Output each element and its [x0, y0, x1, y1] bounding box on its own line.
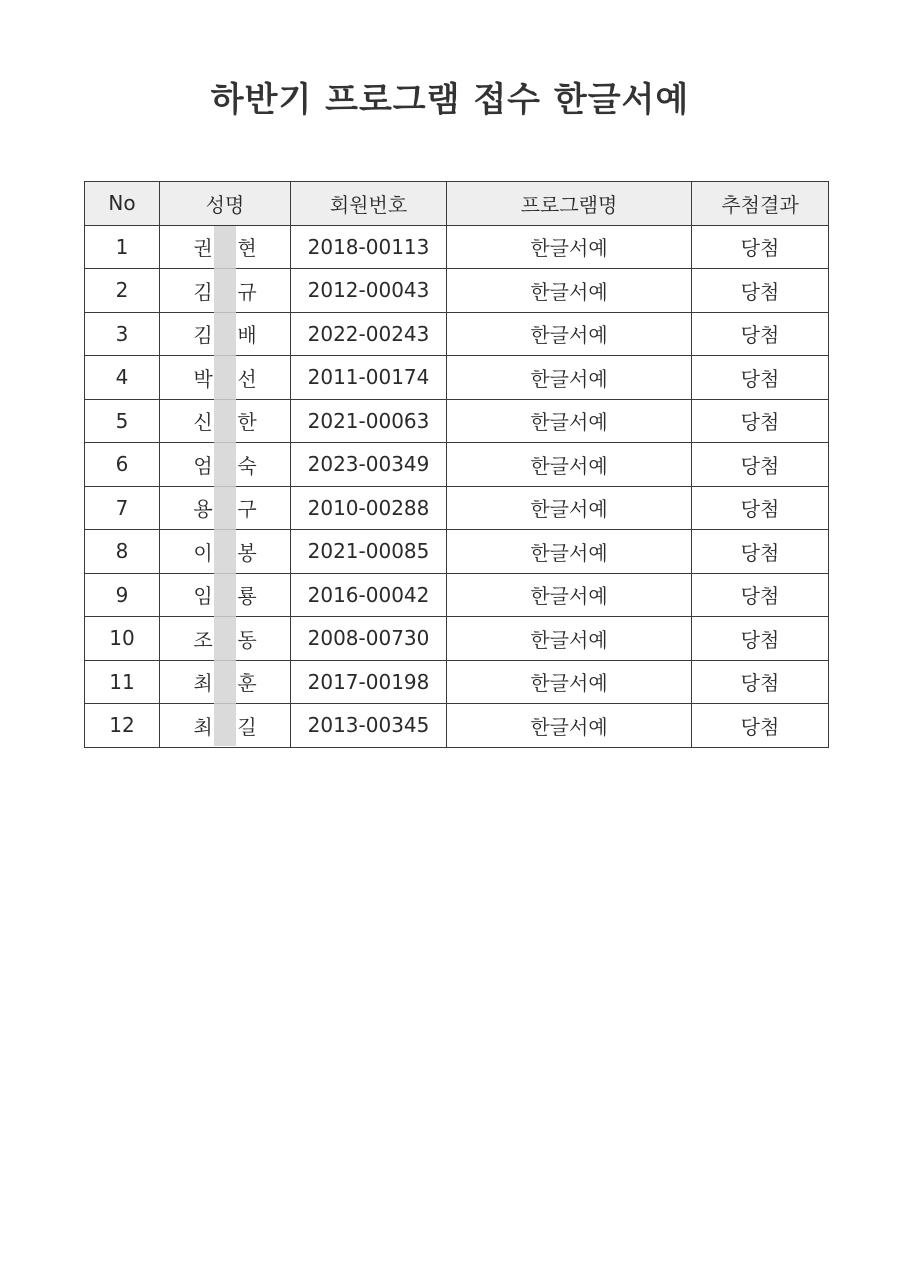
name-first-char: 임: [193, 584, 213, 609]
name-last-char: 현: [237, 236, 257, 261]
table-row: [85, 225, 829, 269]
name-first-char: 김: [193, 323, 213, 348]
header-result: 추첨결과: [692, 182, 829, 226]
table-row: [85, 312, 829, 356]
name-last-char: 한: [237, 410, 257, 435]
cell-member-no: 2016-00042: [291, 573, 447, 617]
page-title: 하반기 프로그램 접수 한글서예: [210, 80, 690, 120]
name-first-char: 신: [193, 410, 213, 435]
cell-member-no: 2023-00349: [291, 443, 447, 487]
cell-program: 한글서예: [447, 704, 692, 748]
name-redaction-bar: [214, 226, 236, 746]
table-header-row: [85, 182, 829, 226]
cell-result: 당첨: [692, 225, 829, 269]
lottery-result-table: [84, 181, 829, 748]
cell-member-no: 2021-00085: [291, 530, 447, 574]
name-last-char: 배: [237, 323, 257, 348]
header-no: No: [85, 182, 160, 226]
header-name: 성명: [160, 182, 291, 226]
cell-program: 한글서예: [447, 573, 692, 617]
cell-program: 한글서예: [447, 530, 692, 574]
header-program: 프로그램명: [447, 182, 692, 226]
name-last-char: 규: [237, 279, 257, 304]
cell-result: 당첨: [692, 356, 829, 400]
table-row: [85, 399, 829, 443]
cell-member-no: 2010-00288: [291, 486, 447, 530]
cell-result: 당첨: [692, 704, 829, 748]
cell-no: 10: [85, 617, 160, 661]
name-last-char: 숙: [237, 453, 257, 478]
table-row: [85, 704, 829, 748]
cell-no: 2: [85, 269, 160, 313]
name-last-char: 룡: [237, 584, 257, 609]
name-first-char: 권: [193, 236, 213, 261]
cell-member-no: 2013-00345: [291, 704, 447, 748]
name-last-char: 봉: [237, 540, 257, 565]
name-first-char: 용: [193, 497, 213, 522]
cell-result: 당첨: [692, 617, 829, 661]
cell-no: 5: [85, 399, 160, 443]
cell-no: 3: [85, 312, 160, 356]
header-member-no: 회원번호: [291, 182, 447, 226]
cell-program: 한글서예: [447, 443, 692, 487]
cell-no: 8: [85, 530, 160, 574]
name-last-char: 길: [237, 714, 257, 739]
cell-member-no: 2018-00113: [291, 225, 447, 269]
name-first-char: 박: [193, 366, 213, 391]
table-row: [85, 660, 829, 704]
name-last-char: 구: [237, 497, 257, 522]
cell-member-no: 2012-00043: [291, 269, 447, 313]
table-row: [85, 530, 829, 574]
cell-program: 한글서예: [447, 486, 692, 530]
name-first-char: 최: [193, 714, 213, 739]
cell-member-no: 2022-00243: [291, 312, 447, 356]
table-row: [85, 573, 829, 617]
table-row: [85, 486, 829, 530]
cell-result: 당첨: [692, 530, 829, 574]
table-row: [85, 617, 829, 661]
name-first-char: 조: [193, 627, 213, 652]
cell-no: 4: [85, 356, 160, 400]
name-first-char: 이: [193, 540, 213, 565]
table-body: [85, 225, 829, 747]
cell-result: 당첨: [692, 312, 829, 356]
table-row: [85, 443, 829, 487]
name-last-char: 선: [237, 366, 257, 391]
cell-member-no: 2008-00730: [291, 617, 447, 661]
table-row: [85, 356, 829, 400]
name-first-char: 김: [193, 279, 213, 304]
cell-no: 12: [85, 704, 160, 748]
cell-result: 당첨: [692, 486, 829, 530]
cell-program: 한글서예: [447, 312, 692, 356]
cell-no: 11: [85, 660, 160, 704]
cell-no: 7: [85, 486, 160, 530]
cell-program: 한글서예: [447, 660, 692, 704]
cell-member-no: 2021-00063: [291, 399, 447, 443]
cell-program: 한글서예: [447, 399, 692, 443]
cell-program: 한글서예: [447, 356, 692, 400]
cell-result: 당첨: [692, 269, 829, 313]
cell-program: 한글서예: [447, 269, 692, 313]
cell-no: 6: [85, 443, 160, 487]
cell-result: 당첨: [692, 660, 829, 704]
cell-member-no: 2011-00174: [291, 356, 447, 400]
name-first-char: 최: [193, 671, 213, 696]
name-last-char: 훈: [237, 671, 257, 696]
name-last-char: 동: [237, 627, 257, 652]
table-row: [85, 269, 829, 313]
cell-no: 1: [85, 225, 160, 269]
cell-result: 당첨: [692, 399, 829, 443]
name-first-char: 엄: [193, 453, 213, 478]
cell-no: 9: [85, 573, 160, 617]
cell-result: 당첨: [692, 443, 829, 487]
cell-result: 당첨: [692, 573, 829, 617]
cell-member-no: 2017-00198: [291, 660, 447, 704]
cell-program: 한글서예: [447, 617, 692, 661]
cell-program: 한글서예: [447, 225, 692, 269]
